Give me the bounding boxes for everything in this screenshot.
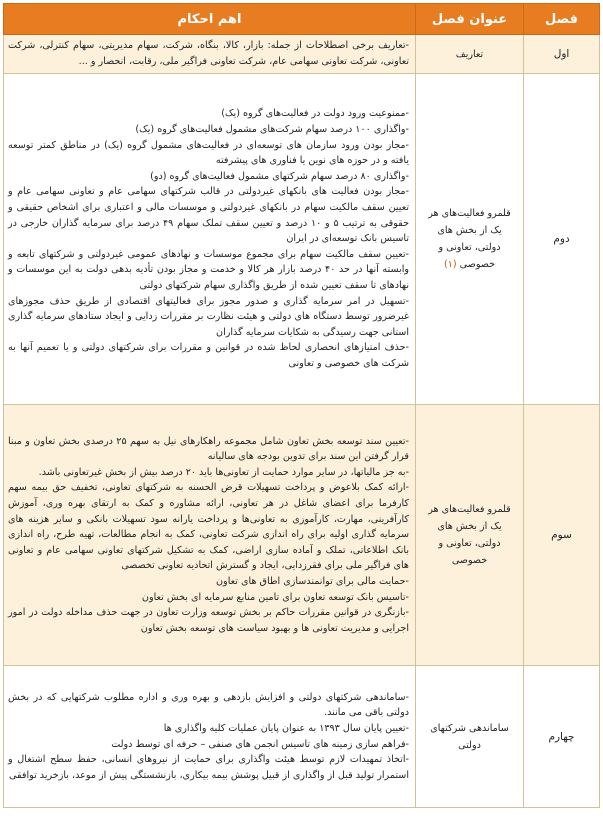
rule-line: -تعاریف برخی اصطلاحات از جمله: بازار، کالا، بنگاه، شرکت، سهام مدیریتی، سهام کنترلی، شرکت تعاونی، شرکت تعاونی سهامی عام، شرکت تعاونی فراگیر ملی، رقابت، انحصار و ...	[8, 40, 409, 67]
rule-line: -مجاز بودن فعالیت های بانکهای غیردولتی در قالب شرکتهای سهامی عام و تعاونی سهامی عام و تعیین سقف مالکیت سهام در بانکهای غیردولتی و موسسات مالی و اعتباری برای اشخاص حقیقی و حقوقی به ترتیب ۵ و ۱۰ درصد و تعیین سقف تملک سهام ۴۹ درصد برای سرمایه گذاران خارجی در تاسیس بانک توسعه‌ای در ایران	[8, 186, 410, 245]
rule-line: -فراهم سازی زمینه های تاسیس انجمن های صنفی – حرفه ای توسط دولت	[111, 738, 409, 750]
rule-line: -به جز مالیاتها، در سایر موارد حمایت از تعاونی‌ها باید ۲۰ درصد بیش از بخش غیرتعاونی باشد.	[38, 466, 409, 478]
table-row	[4, 405, 600, 666]
rule-line: -مجاز بودن ورود سازمان های توسعه‌ای در فعالیت‌های مشمول گروه (یک) در مناطق کمتر توسعه یافته و در حوزه های نوین یا فناوری های پیشرفته	[8, 139, 409, 167]
header-chapter: فصل	[524, 4, 600, 35]
rule-line: -اتخاذ تمهیدات لازم توسط هیئت واگذاری برای حمایت از نیروهای انسانی، حفظ سطح اشتغال و استمرار تولید قبل از واگذاری از قبیل پوشش بیمه بیکاری، بازنشستگی پیش از موعد، بازخرید توافقی	[8, 754, 409, 781]
chapter-title-cell	[416, 74, 524, 405]
chapter-cell: سوم	[524, 405, 600, 666]
rule-line: -ارائه کمک بلاعوض و پرداخت تسهیلات قرض الحسنه به شرکتهای تعاونی، تخفیف حق بیمه سهم کارفرما برای اعضای شاغل در هر تعاونی، ارائه مشاوره و کمک به ارتقای بهره وری، آموزش کارآفرینی، مهارت، کارآموزی به تعاونی‌ها و پرداخت یارانه سود تسهیلات بانکی و سایر هزینه های سرمایه گذاری اولیه برای راه اندازی شرکت تعاونی، کمک به انجام مطالعات، تهیه طرح، راه اندازی بانک اطلاعاتی، تملک و آماده سازی اراضی، کمک به تشکیل شرکتهای تعاونی سهامی عام و تعاونی های فراگیر ملی برای فقرزدایی، ایجاد و گسترش اتحادیه تعاونی تخصصی	[8, 482, 409, 572]
rule-line: -تعیین سقف مالکیت سهام برای مجموع موسسات و نهادهای عمومی غیردولتی و شرکتهای تابعه و وابسته آنها در حد ۴۰ درصد بازار هر کالا و خدمت و مجاز بودن تأدیه بدهی دولت به این موسسات و نهادهای تا سقف تعیین شده از طریق واگذاری سهام شرکتهای دولتی	[8, 248, 409, 291]
rules-cell	[4, 405, 416, 666]
table-row	[4, 666, 600, 808]
rule-line: -تعیین پایان سال ۱۳۹۳ به عنوان پایان عملیات کلیه واگذاری ها	[163, 722, 409, 734]
chapter-cell: اول	[524, 35, 600, 74]
rule-line: -واگذاری ۱۰۰ درصد سهام شرکت‌های مشمول فعالیت‌های گروه (یک)	[135, 124, 409, 136]
chapter-title-cell: قلمرو فعالیت‌های هر یک از بخش های دولتی، تعاونی و خصوصی	[416, 405, 524, 666]
table-header-row	[4, 4, 600, 35]
chapter-cell: چهارم	[524, 666, 600, 808]
law-summary-table	[3, 3, 600, 808]
table-row	[4, 35, 600, 74]
footnote-marker: (۱)	[443, 259, 457, 270]
rule-line: -ممنوعیت ورود دولت در فعالیت‌های گروه (یک)	[221, 108, 409, 120]
rule-line: -تاسیس بانک توسعه تعاون برای تامین منابع سرمایه ای بخش تعاون	[141, 591, 409, 603]
rule-line: -حمایت مالی برای توانمندسازی اطاق های تعاون	[216, 575, 409, 587]
rule-line: -واگذاری ۸۰ درصد سهام شرکتهای مشمول فعالیت‌های گروه (دو)	[150, 170, 409, 182]
chapter-cell: دوم	[524, 74, 600, 405]
rule-line: -حذف امتیازهای انحصاری لحاظ شده در قوانین و مقررات برای شرکتهای دولتی و یا تعمیم آنها به شرکت های خصوصی و تعاونی	[8, 342, 409, 369]
chapter-title-cell: ساماندهی شرکتهای دولتی	[416, 666, 524, 808]
rule-line: -ساماندهی شرکتهای دولتی و افزایش بازدهی و بهره وری و اداره مطلوب شرکتهایی که در بخش دولتی باقی می مانند.	[8, 691, 409, 719]
rule-line: -تعیین سند توسعه بخش تعاون شامل مجموعه راهکارهای نیل به سهم ۲۵ درصدی بخش تعاون و مبنا قرار گرفتن این سند برای تدوین بودجه های سالیانه	[8, 435, 409, 463]
rule-line: -بازنگری در قوانین مقررات حاکم بر بخش توسعه وزارت تعاون در جهت حذف مداخله دولت در امور اجرایی و مدیریت تعاونی ها و بهبود سیاست های توسعه بخش تعاون	[8, 607, 409, 634]
chapter-title-text: قلمرو فعالیت‌های هر یک از بخش های دولتی، تعاونی و خصوصی	[428, 208, 511, 270]
rules-cell	[4, 35, 416, 74]
table-row	[4, 74, 600, 405]
rules-cell	[4, 74, 416, 405]
chapter-title-cell: تعاریف	[416, 35, 524, 74]
rules-cell	[4, 666, 416, 808]
rule-line: -تسهیل در امر سرمایه گذاری و صدور مجوز برای فعالیتهای اقتصادی از طریق حذف مجوزهای غیرضرور توسط دستگاه های دولتی و هیئت نظارت بر مقررات زدایی و ایجاد ستادهای سرمایه گذاری استانی جهت رسیدگی به شکایات سرمایه گذاران	[8, 295, 409, 338]
header-chapter-title: عنوان فصل	[416, 4, 524, 35]
header-key-rules: اهم احکام	[4, 4, 416, 35]
